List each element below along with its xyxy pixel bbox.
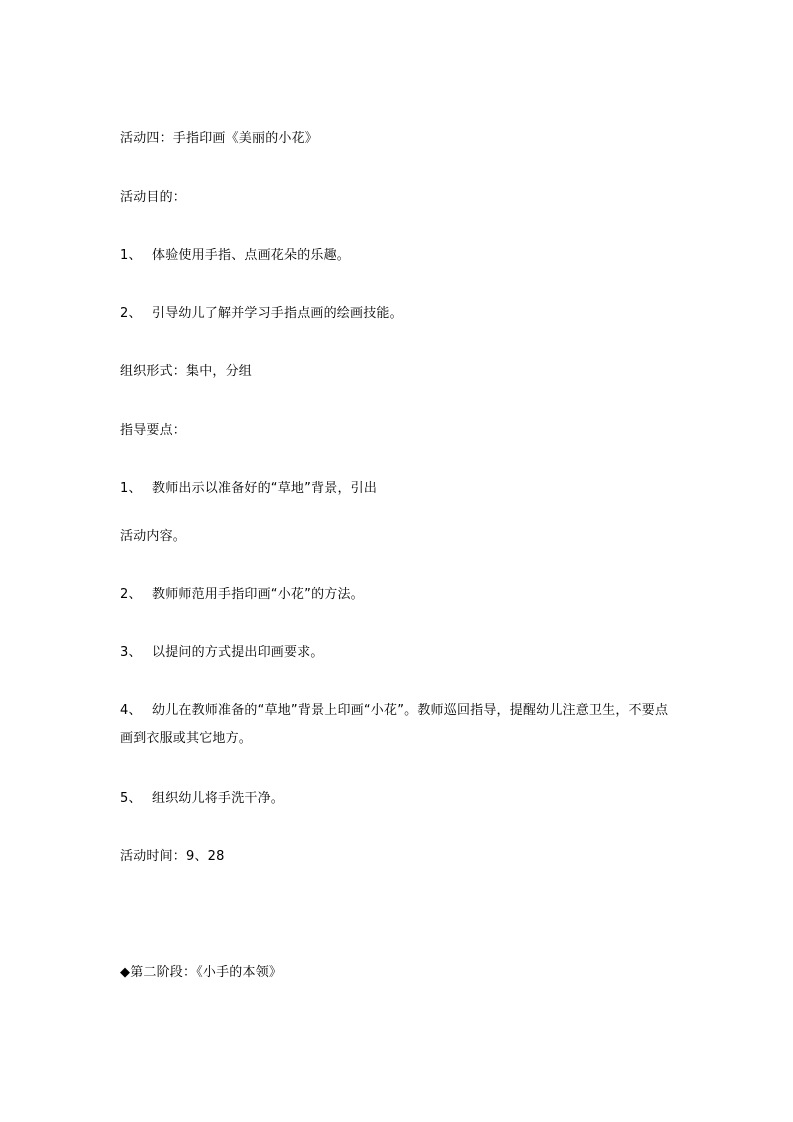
guidance-step [120,791,284,807]
goal-item [120,306,403,322]
goal-number: 1、 [120,248,142,263]
step-text: 组织幼儿将手洗干净。 [152,791,285,806]
step-number: 4、 [120,703,142,718]
step-text: 教师出示以准备好的“草地”背景，引出 [152,481,378,496]
guidance-step-continuation: 活动内容。 [120,529,187,544]
guidance-step [120,587,364,603]
guidance-step [120,645,324,661]
step-number: 2、 [120,587,142,602]
guidance-step [120,481,377,497]
goal-item [120,248,350,264]
step-number: 3、 [120,645,142,660]
goal-text: 引导幼儿了解并学习手指点画的绘画技能。 [152,306,403,321]
stage-two-heading: ◆第二阶段：《小手的本领》 [120,965,283,980]
goal-heading: 活动目的： [120,190,187,205]
step-text: 以提问的方式提出印画要求。 [152,645,324,660]
goal-number: 2、 [120,306,142,321]
activity-time: 活动时间：9、28 [120,849,225,864]
step-text: 幼儿在教师准备的“草地”背景上印画“小花”。教师巡回指导，提醒幼儿注意卫生，不要点画到衣服或其它地方。 [120,703,669,746]
step-number: 5、 [120,791,142,806]
step-number: 1、 [120,481,142,496]
goal-text: 体验使用手指、点画花朵的乐趣。 [152,248,351,263]
organization-form: 组织形式：集中，分组 [120,364,253,379]
activity-title: 活动四：手指印画《美丽的小花》 [120,131,319,146]
step-text: 教师师范用手指印画“小花”的方法。 [152,587,364,602]
guidance-step [120,697,680,753]
guidance-heading: 指导要点： [120,423,187,438]
